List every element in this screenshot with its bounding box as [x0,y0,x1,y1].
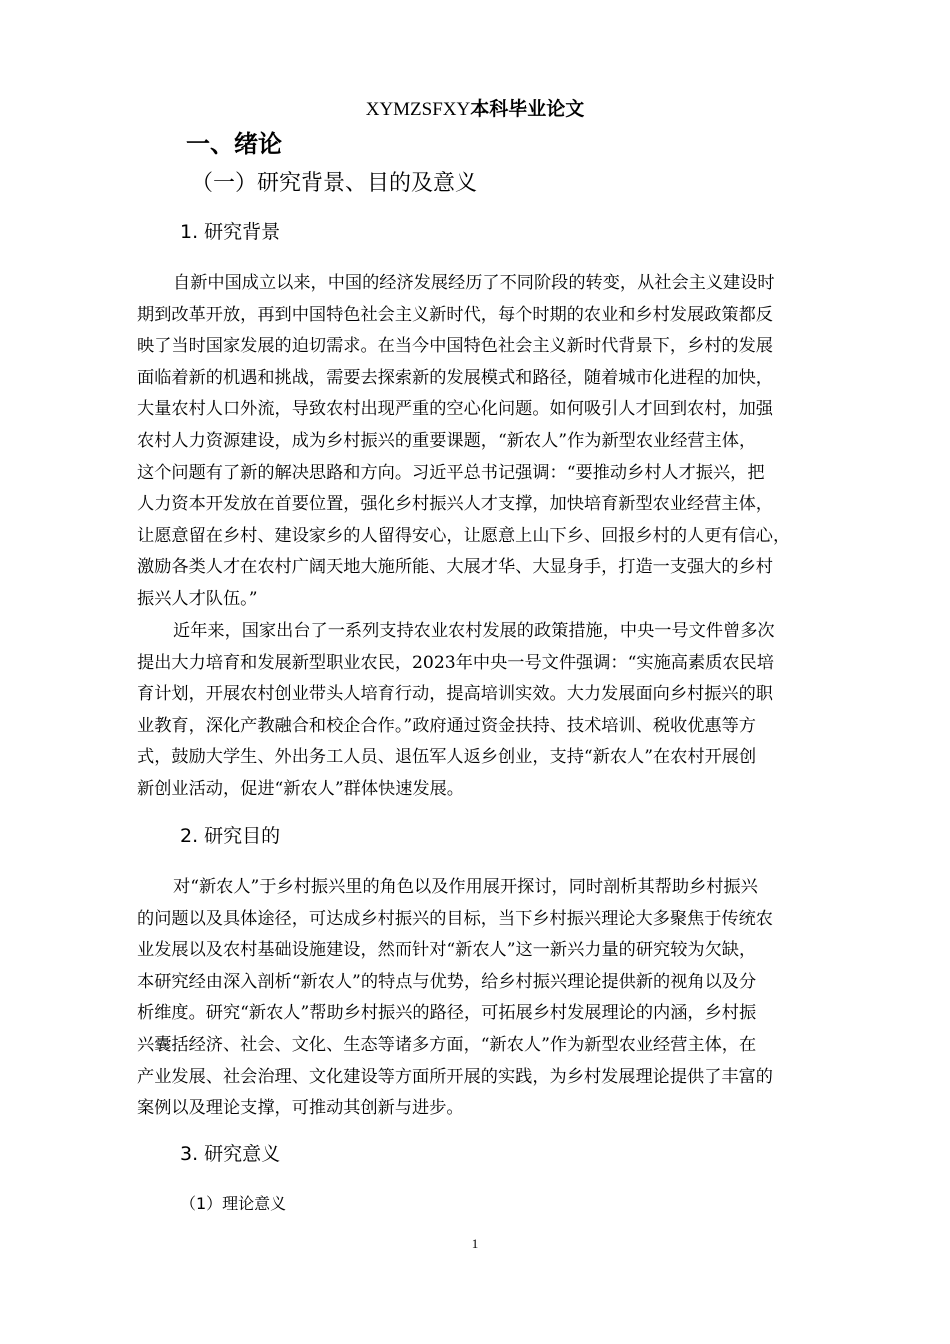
subsection-title-significance: 3. 研究意义 [180,1143,281,1165]
paragraph-line: 产业发展、社会治理、文化建设等方面所开展的实践，为乡村发展理论提供了丰富的 [137,1066,773,1087]
paragraph-line: 映了当时国家发展的迫切需求。在当今中国特色社会主义新时代背景下，乡村的发展 [137,336,773,357]
paragraph-line: 提出大力培育和发展新型职业农民，2023年中央一号文件强调：“实施高素质农民培 [137,652,774,673]
paragraph-line: 式，鼓励大学生、外出务工人员、退伍军人返乡创业，支持“新农人”在农村开展创 [137,747,757,768]
section-title: （一）研究背景、目的及意义 [191,171,478,196]
running-header [0,96,950,123]
paragraph-line: 兴囊括经济、社会、文化、生态等诸多方面，“新农人”作为新型农业经营主体，在 [137,1034,757,1055]
subsection-title-purpose: 2. 研究目的 [180,825,281,847]
chapter-title: 一、绪论 [186,130,282,158]
paragraph-line: 这个问题有了新的解决思路和方向。习近平总书记强调：“要推动乡村人才振兴，把 [137,462,765,483]
paragraph-purpose [137,872,867,1125]
paragraph-line: 激励各类人才在农村广阔天地大施所能、大展才华、大显身手，打造一支强大的乡村 [137,557,773,578]
paragraph-line: 农村人力资源建设，成为乡村振兴的重要课题，“新农人”作为新型农业经营主体， [137,430,757,451]
paragraph-line: 近年来，国家出台了一系列支持农业农村发展的政策措施，中央一号文件曾多次 [173,621,775,641]
header-label: 本科毕业论文 [470,98,585,120]
paragraph-line: 人力资本开发放在首要位置，强化乡村振兴人才支撑，加快培育新型农业经营主体， [137,494,773,515]
subsection-title-background: 1. 研究背景 [180,221,281,243]
paragraph-line: 业教育，深化产教融合和校企合作。”政府通过资金扶持、技术培训、税收优惠等方 [137,715,756,736]
paragraph-line: 让愿意留在乡村、建设家乡的人留得安心，让愿意上山下乡、回报乡村的人更有信心， [137,525,791,546]
paragraph-line: 自新中国成立以来，中国的经济发展经历了不同阶段的转变，从社会主义建设时 [173,273,775,293]
paragraph-line: 育计划，开展农村创业带头人培育行动，提高培训实效。大力发展面向乡村振兴的职 [137,684,773,705]
header-code: XYMZSFXY [365,99,471,120]
paragraph-line: 业发展以及农村基础设施建设，然而针对“新农人”这一新兴力量的研究较为欠缺， [137,940,757,961]
paragraph-line: 振兴人才队伍。” [137,588,258,609]
paragraph-line: 的问题以及具体途径，可达成乡村振兴的目标，当下乡村振兴理论大多聚焦于传统农 [137,908,773,929]
paragraph-line: 期到改革开放，再到中国特色社会主义新时代，每个时期的农业和乡村发展政策都反 [137,304,773,325]
paragraph-line: 对“新农人”于乡村振兴里的角色以及作用展开探讨，同时剖析其帮助乡村振兴 [173,877,758,897]
paragraph-line: 新创业活动，促进“新农人”群体快速发展。 [137,778,464,799]
paragraph-line: 案例以及理论支撑，可推动其创新与进步。 [137,1098,464,1119]
subsubsection-title-theory: （1）理论意义 [180,1194,287,1213]
paragraph-line: 析维度。研究“新农人”帮助乡村振兴的路径，可拓展乡村发展理论的内涵，乡村振 [137,1003,757,1024]
paragraph-line: 面临着新的机遇和挑战，需要去探索新的发展模式和路径，随着城市化进程的加快， [137,367,773,388]
paragraph-line: 本研究经由深入剖析“新农人”的特点与优势，给乡村振兴理论提供新的视角以及分 [137,971,757,992]
paragraph-background-2 [137,616,867,806]
paragraph-line: 大量农村人口外流，导致农村出现严重的空心化问题。如何吸引人才回到农村，加强 [137,399,773,420]
page-number: 1 [471,1236,479,1251]
paragraph-background-1 [137,268,867,616]
